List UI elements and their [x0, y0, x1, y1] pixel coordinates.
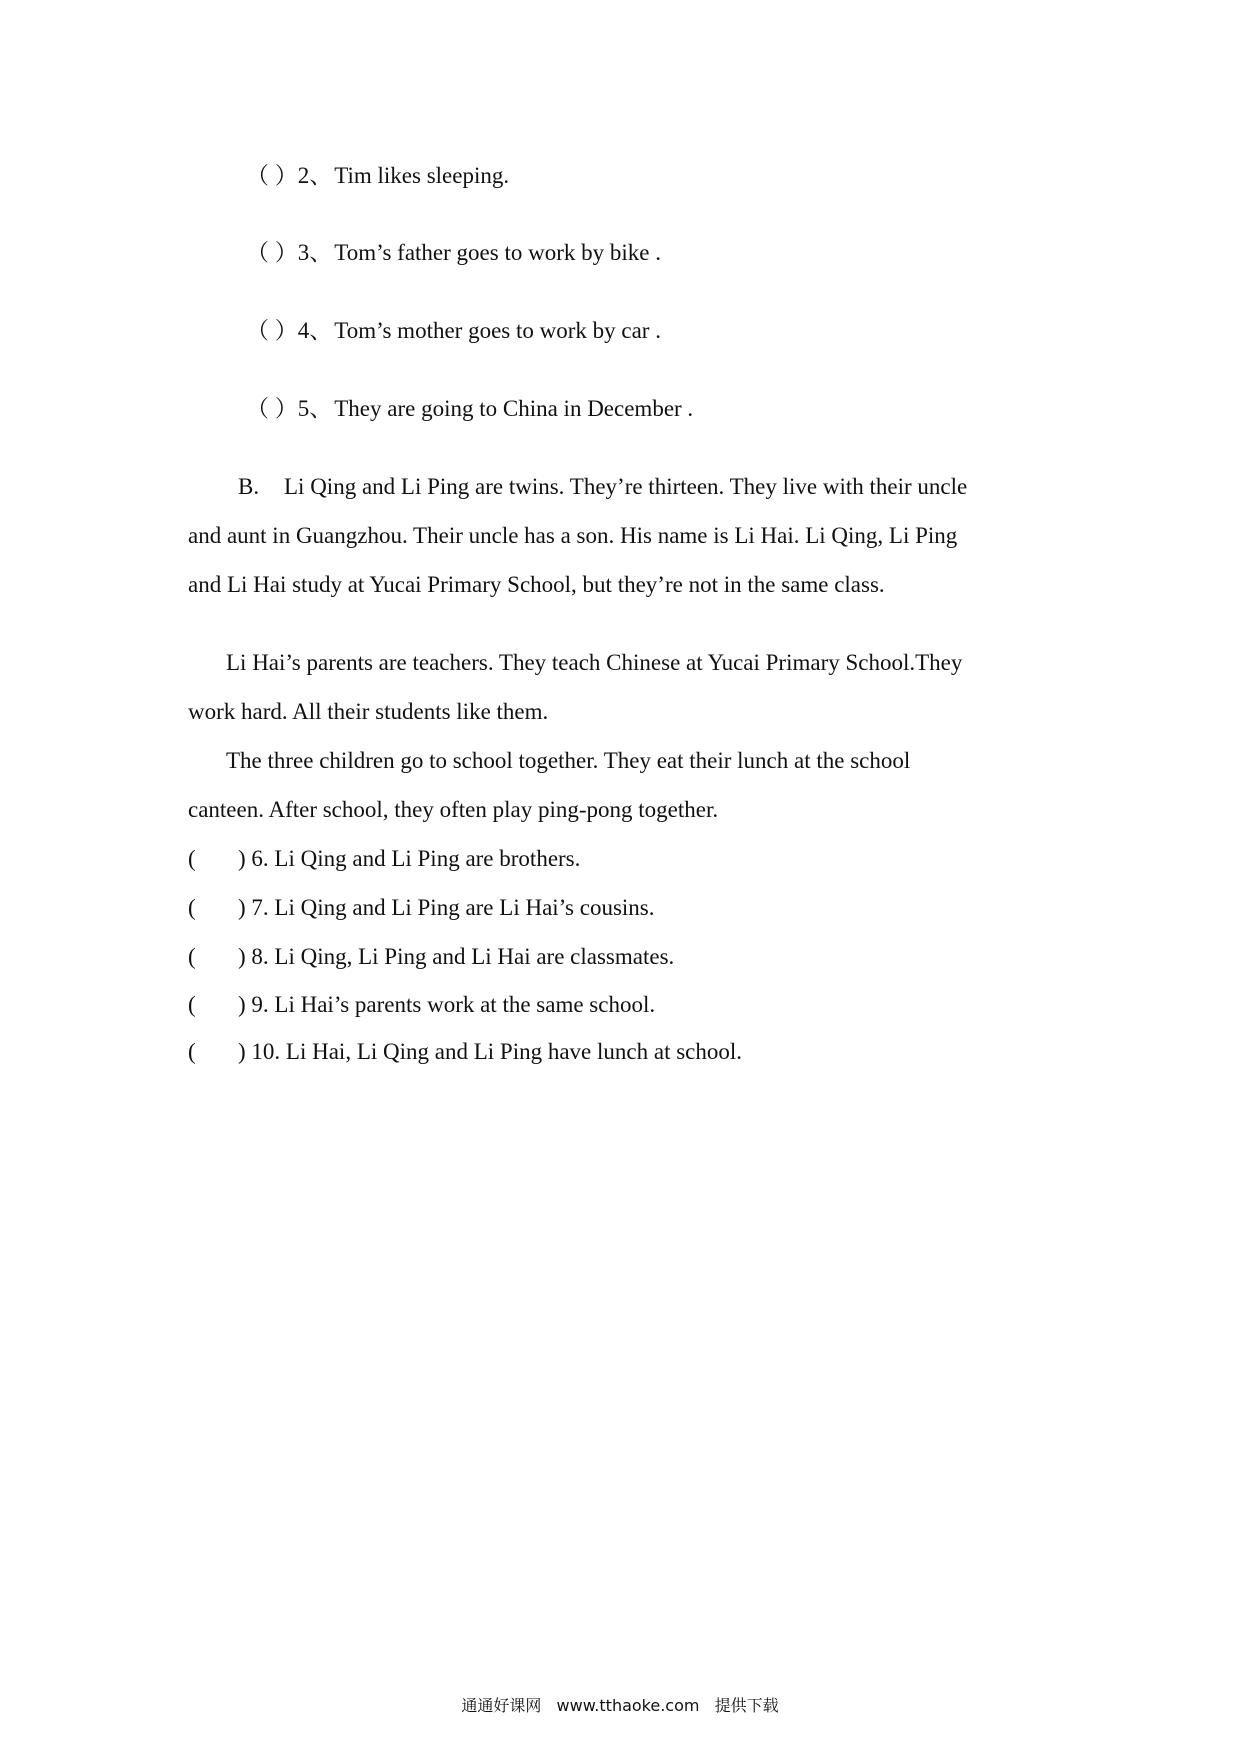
question-number: 2、 [297, 163, 333, 188]
answer-paren-close: ) [238, 944, 246, 969]
question-item-4 [246, 316, 661, 346]
footer-url: www.tthaoke.com [556, 1696, 700, 1715]
page-footer [0, 1693, 1240, 1716]
answer-paren-close: ) [238, 846, 246, 871]
answer-paren-open: ( [188, 895, 196, 920]
question-item-3 [246, 238, 661, 268]
section-label: B. [238, 474, 260, 499]
question-item-10 [188, 1037, 742, 1067]
question-text: They are going to China in December . [334, 396, 694, 421]
answer-paren-close: ) [238, 895, 246, 920]
footer-suffix: 提供下载 [714, 1696, 779, 1715]
question-text: Tom’s father goes to work by bike . [334, 240, 661, 265]
question-number: 5、 [297, 396, 333, 421]
answer-paren-open: ( [188, 1039, 196, 1064]
passage-paragraph-1-line-3: and Li Hai study at Yucai Primary School, but they’re not in the same class. [188, 572, 885, 597]
question-text: 6. Li Qing and Li Ping are brothers. [251, 846, 581, 871]
answer-paren-open: ( [188, 846, 196, 871]
question-text: Tim likes sleeping. [334, 163, 510, 188]
question-text: 10. Li Hai, Li Qing and Li Ping have lunch at school. [251, 1039, 743, 1064]
question-item-6 [188, 844, 580, 874]
question-text: 8. Li Qing, Li Ping and Li Hai are classmates. [251, 944, 675, 969]
question-text: Tom’s mother goes to work by car . [334, 318, 661, 343]
answer-paren-open: ( [188, 944, 196, 969]
passage-paragraph-3-line-1: The three children go to school together. They eat their lunch at the school [226, 748, 911, 773]
answer-paren-close: ) [238, 992, 246, 1017]
question-item-8 [188, 942, 674, 972]
question-item-2 [246, 161, 509, 191]
passage-paragraph-2-line-1: Li Hai’s parents are teachers. They teach Chinese at Yucai Primary School.They [226, 650, 963, 675]
passage-paragraph-3-line-2: canteen. After school, they often play ping-pong together. [188, 797, 719, 822]
passage-paragraph-2-line-2: work hard. All their students like them. [188, 699, 549, 724]
passage-paragraph-1-line-1 [238, 472, 967, 502]
question-item-7 [188, 893, 655, 923]
answer-parentheses: （ ） [246, 318, 298, 343]
question-item-5 [246, 394, 693, 424]
passage-text: Li Qing and Li Ping are twins. They’re thirteen. They live with their uncle [284, 474, 968, 499]
passage-paragraph-1-line-2: and aunt in Guangzhou. Their uncle has a son. His name is Li Hai. Li Qing, Li Ping [188, 523, 958, 548]
question-text: 9. Li Hai’s parents work at the same school. [251, 992, 656, 1017]
answer-parentheses: （ ） [246, 240, 298, 265]
footer-site-name: 通通好课网 [461, 1696, 542, 1715]
question-text: 7. Li Qing and Li Ping are Li Hai’s cousins. [251, 895, 655, 920]
question-number: 4、 [297, 318, 333, 343]
answer-parentheses: （ ） [246, 163, 298, 188]
question-number: 3、 [297, 240, 333, 265]
answer-parentheses: （ ） [246, 396, 298, 421]
answer-paren-close: ) [238, 1039, 246, 1064]
question-item-9 [188, 990, 655, 1020]
answer-paren-open: ( [188, 992, 196, 1017]
